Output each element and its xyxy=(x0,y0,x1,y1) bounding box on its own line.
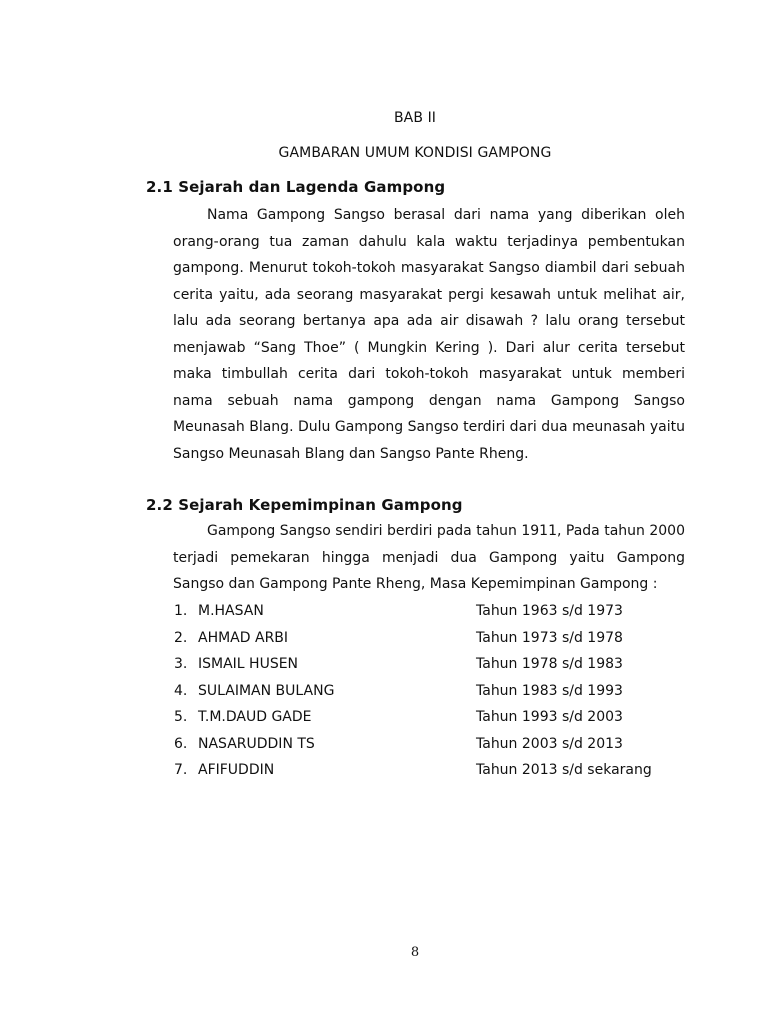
list-item-number: 4. xyxy=(174,682,188,699)
leader-tenure: Tahun 2013 s/d sekarang xyxy=(476,762,652,778)
leader-tenure: Tahun 1973 s/d 1978 xyxy=(476,629,623,646)
chapter-title: GAMBARAN UMUM KONDISI GAMPONG xyxy=(278,145,552,161)
list-item xyxy=(174,678,694,705)
page-number: 8 xyxy=(410,945,420,960)
leader-name: T.M.DAUD GADE xyxy=(198,709,312,725)
leader-name: ISMAIL HUSEN xyxy=(198,656,299,672)
leader-tenure: Tahun 1963 s/d 1973 xyxy=(476,603,623,619)
section-heading-history: 2.1 Sejarah dan Lagenda Gampong xyxy=(146,178,446,196)
list-item xyxy=(174,704,694,731)
leader-name: AFIFUDDIN xyxy=(198,762,275,778)
list-item-number: 1. xyxy=(174,603,188,619)
list-item-number: 6. xyxy=(174,735,188,752)
section-paragraph-history xyxy=(173,202,685,467)
section-heading-leadership: 2.2 Sejarah Kepemimpinan Gampong xyxy=(146,496,463,514)
list-item xyxy=(174,651,694,678)
section-paragraph-leadership xyxy=(173,518,685,598)
leader-name: NASARUDDIN TS xyxy=(198,735,315,752)
leader-tenure: Tahun 1978 s/d 1983 xyxy=(476,656,623,672)
list-item-number: 2. xyxy=(174,629,188,646)
leader-tenure: Tahun 2003 s/d 2013 xyxy=(476,735,623,752)
leader-name: SULAIMAN BULANG xyxy=(198,682,335,699)
leader-name: AHMAD ARBI xyxy=(198,629,289,646)
list-item xyxy=(174,598,694,625)
leader-name: M.HASAN xyxy=(198,603,264,619)
list-item xyxy=(174,731,694,758)
chapter-number: BAB II xyxy=(393,110,437,126)
paragraph-text: Nama Gampong Sangso berasal dari nama yang diberikan oleh orang-orang tua zaman dahulu kala waktu terjadinya pembentukan gampong. Menurut tokoh-tokoh masyarakat Sangso diambil dari sebuah cerita yaitu, ada seorang masyarakat pergi kesawah untuk melihat air, lalu ada seorang bertanya apa ada air disawah ? lalu orang tersebut menjawab “Sang Thoe” ( Mungkin Kering ). Dari alur cerita tersebut maka timbullah cerita dari tokoh-tokoh masyarakat untuk memberi nama sebuah nama gampong dengan nama Gampong Sangso Meunasah Blang. Dulu Gampong Sangso terdiri dari dua meunasah yaitu Sangso Meunasah Blang dan Sangso Pante Rheng. xyxy=(173,207,685,462)
leader-tenure: Tahun 1983 s/d 1993 xyxy=(476,682,623,699)
list-item-number: 3. xyxy=(174,656,188,672)
list-item-number: 5. xyxy=(174,709,188,725)
list-item xyxy=(174,625,694,652)
paragraph-text: Gampong Sangso sendiri berdiri pada tahun 1911, Pada tahun 2000 terjadi pemekaran hingga menjadi dua Gampong yaitu Gampong Sangso dan Gampong Pante Rheng, Masa Kepemimpinan Gampong : xyxy=(173,523,685,592)
list-item-number: 7. xyxy=(174,762,188,778)
leader-tenure: Tahun 1993 s/d 2003 xyxy=(476,709,623,725)
list-item xyxy=(174,757,694,784)
leaders-list xyxy=(174,598,694,784)
